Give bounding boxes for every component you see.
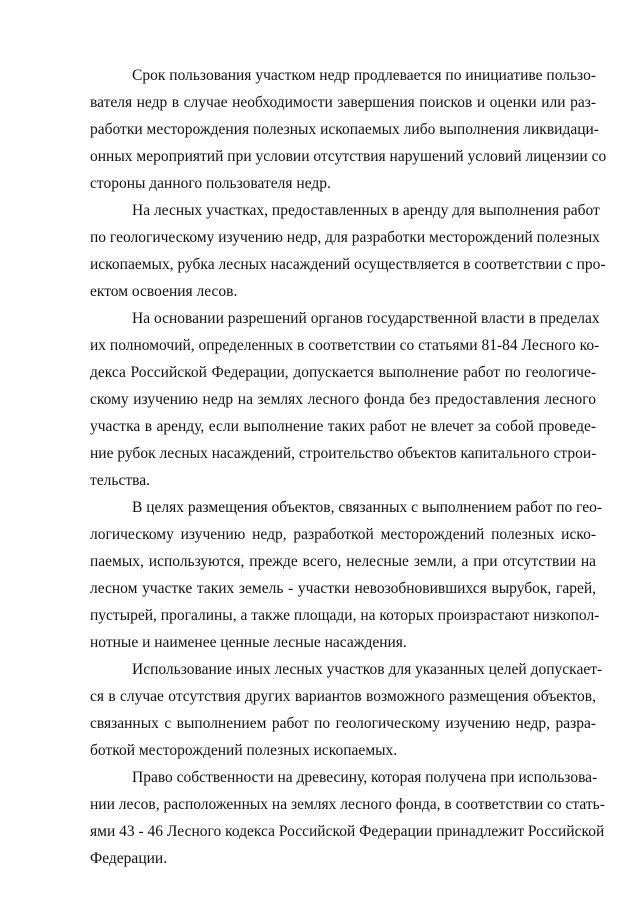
text-line: боткой месторождений полезных ископаемых.: [90, 742, 398, 759]
text-line: по геологическому изучению недр, для разработки месторождений полезных: [90, 229, 600, 246]
paragraph-state-permits: [90, 305, 600, 494]
text-line: онных мероприятий при условии отсутствия нарушений условий лицензии со: [90, 148, 607, 165]
text-line: скому изучению недр на землях лесного фонда без предоставления лесного: [90, 391, 596, 408]
text-line: Федерации.: [90, 850, 168, 867]
text-line: их полномочий, определенных в соответствии со статьями 81-84 Лесного ко-: [90, 337, 600, 354]
text-line: участка в аренду, если выполнение таких работ не влечет за собой проведе-: [90, 418, 596, 435]
text-line: тельства.: [90, 472, 150, 489]
text-line: нотные и наименее ценные лесные насаждения.: [90, 634, 407, 651]
text-line: стороны данного пользователя недр.: [90, 175, 331, 192]
text-line: нии лесов, расположенных на землях лесного фонда, в соответствии со стать-: [90, 796, 605, 813]
paragraph-subsoil-use-term: [90, 62, 607, 197]
paragraph-object-placement: [90, 494, 603, 656]
text-line: ние рубок лесных насаждений, строительство объектов капитального строи-: [90, 445, 597, 462]
paragraph-leased-forest-plots: [90, 197, 606, 305]
text-line: ископаемых, рубка лесных насаждений осуществляется в соответствии с про-: [90, 256, 606, 273]
text-line: ями 43 - 46 Лесного кодекса Российской Федерации принадлежит Российской: [90, 823, 605, 840]
text-line: лесном участке таких земель - участки невозобновившихся вырубок, гарей,: [90, 580, 596, 597]
text-line: На лесных участках, предоставленных в аренду для выполнения работ: [132, 202, 600, 219]
text-line: Использование иных лесных участков для указанных целей допускает-: [132, 661, 603, 678]
text-line: работки месторождения полезных ископаемых либо выполнения ликвидаци-: [90, 121, 599, 138]
paragraph-timber-ownership: [90, 764, 605, 872]
text-line: ектом освоения лесов.: [90, 283, 238, 300]
text-line: Право собственности на древесину, которая получена при использова-: [132, 769, 598, 786]
text-line: паемых, используются, прежде всего, нелесные земли, а при отсутствии на: [90, 553, 596, 570]
text-line: В целях размещения объектов, связанных с выполнением работ по гео-: [132, 499, 603, 516]
text-line: На основании разрешений органов государственной власти в пределах: [132, 310, 600, 327]
paragraph-other-forest-plots: [90, 656, 603, 764]
document-body: [90, 62, 607, 872]
text-line: пустырей, прогалины, а также площади, на которых произрастают низкопол-: [90, 607, 600, 624]
text-line: вателя недр в случае необходимости завершения поисков и оценки или раз-: [90, 94, 596, 111]
text-line: связанных с выполнением работ по геологическому изучению недр, разра-: [90, 715, 596, 732]
text-line: логическому изучению недр, разработкой месторождений полезных иско-: [90, 526, 596, 543]
text-line: декса Российской Федерации, допускается выполнение работ по геологиче-: [90, 364, 596, 381]
text-line: Срок пользования участком недр продлевается по инициативе пользо-: [132, 67, 596, 84]
text-line: ся в случае отсутствия других вариантов возможного размещения объектов,: [90, 688, 596, 705]
